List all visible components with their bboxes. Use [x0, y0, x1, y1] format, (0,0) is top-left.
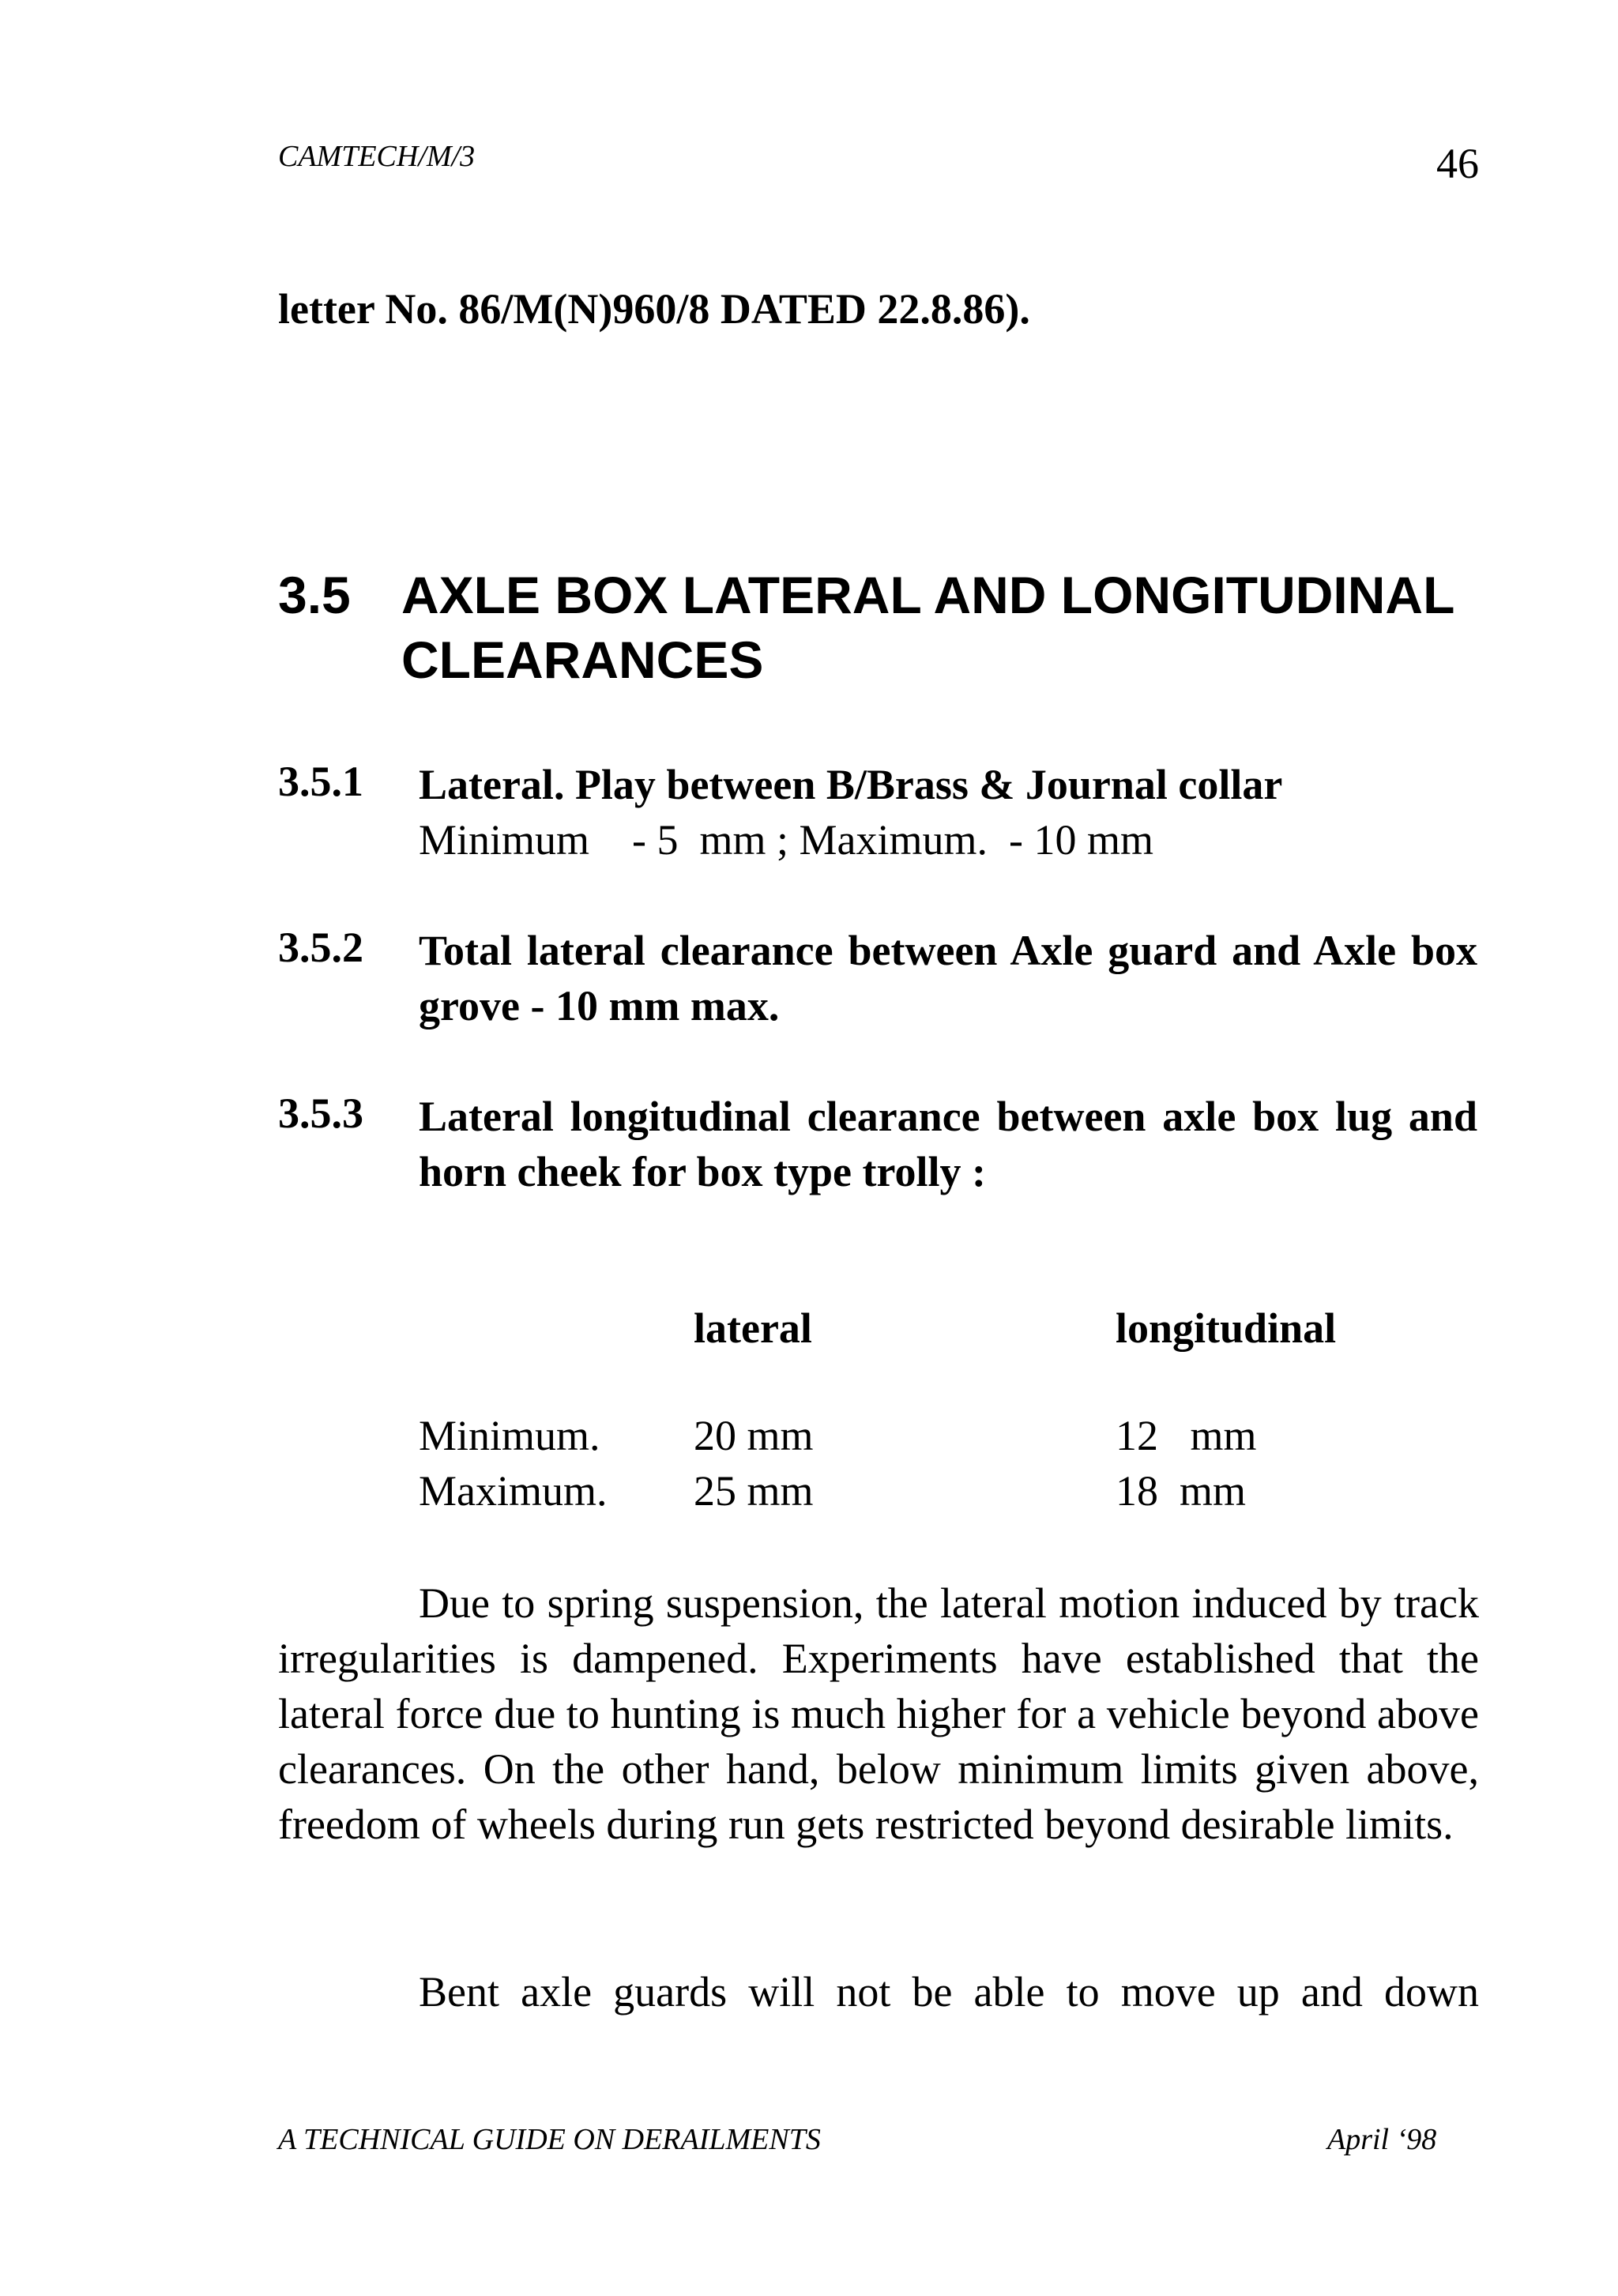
- footer-date: April ‘98: [1327, 2123, 1437, 2156]
- body-paragraph: Due to spring suspension, the lateral motion induced by track irregularities is dampened. Experiments have established that the lateral force due to hunting is much higher for a vehicle beyond above clearances. On the other hand, below minimum limits given above, freedom of wheels during run gets restricted beyond desirable limits.: [278, 1579, 1479, 1848]
- subsection-number: 3.5.2: [278, 924, 363, 971]
- table-cell-longitudinal: 12 mm: [1116, 1412, 1257, 1459]
- subsection-heading: Total lateral clearance between Axle guard and Axle box grove - 10 mm max.: [419, 927, 1477, 1029]
- body-paragraph: Bent axle guards will not be able to move up and down: [419, 1968, 1479, 2016]
- column-header-lateral: lateral: [694, 1304, 812, 1352]
- subsection-number: 3.5.3: [278, 1090, 363, 1137]
- subsection-number: 3.5.1: [278, 758, 363, 805]
- section-title: AXLE BOX LATERAL AND LONGITUDINAL CLEARANCES: [401, 566, 1454, 689]
- page-number: 46: [1436, 140, 1479, 187]
- running-footer: A TECHNICAL GUIDE ON DERAILMENTS: [278, 2123, 821, 2156]
- table-cell-longitudinal: 18 mm: [1116, 1467, 1247, 1515]
- continued-text: letter No. 86/M(N)960/8 DATED 22.8.86).: [278, 285, 1030, 333]
- column-header-longitudinal: longitudinal: [1116, 1304, 1337, 1352]
- row-label: Maximum.: [419, 1467, 608, 1515]
- row-label: Minimum.: [419, 1412, 600, 1459]
- subsection-detail: Minimum - 5 mm ; Maximum. - 10 mm: [419, 816, 1153, 864]
- section-number: 3.5: [278, 566, 351, 624]
- table-cell-lateral: 20 mm: [694, 1412, 814, 1459]
- subsection-heading: Lateral. Play between B/Brass & Journal collar: [419, 761, 1283, 808]
- table-cell-lateral: 25 mm: [694, 1467, 814, 1515]
- subsection-heading: Lateral longitudinal clearance between axle box lug and horn cheek for box type trolly :: [419, 1093, 1477, 1195]
- running-header: CAMTECH/M/3: [278, 140, 476, 173]
- subsection-3-5-1: [419, 757, 1477, 868]
